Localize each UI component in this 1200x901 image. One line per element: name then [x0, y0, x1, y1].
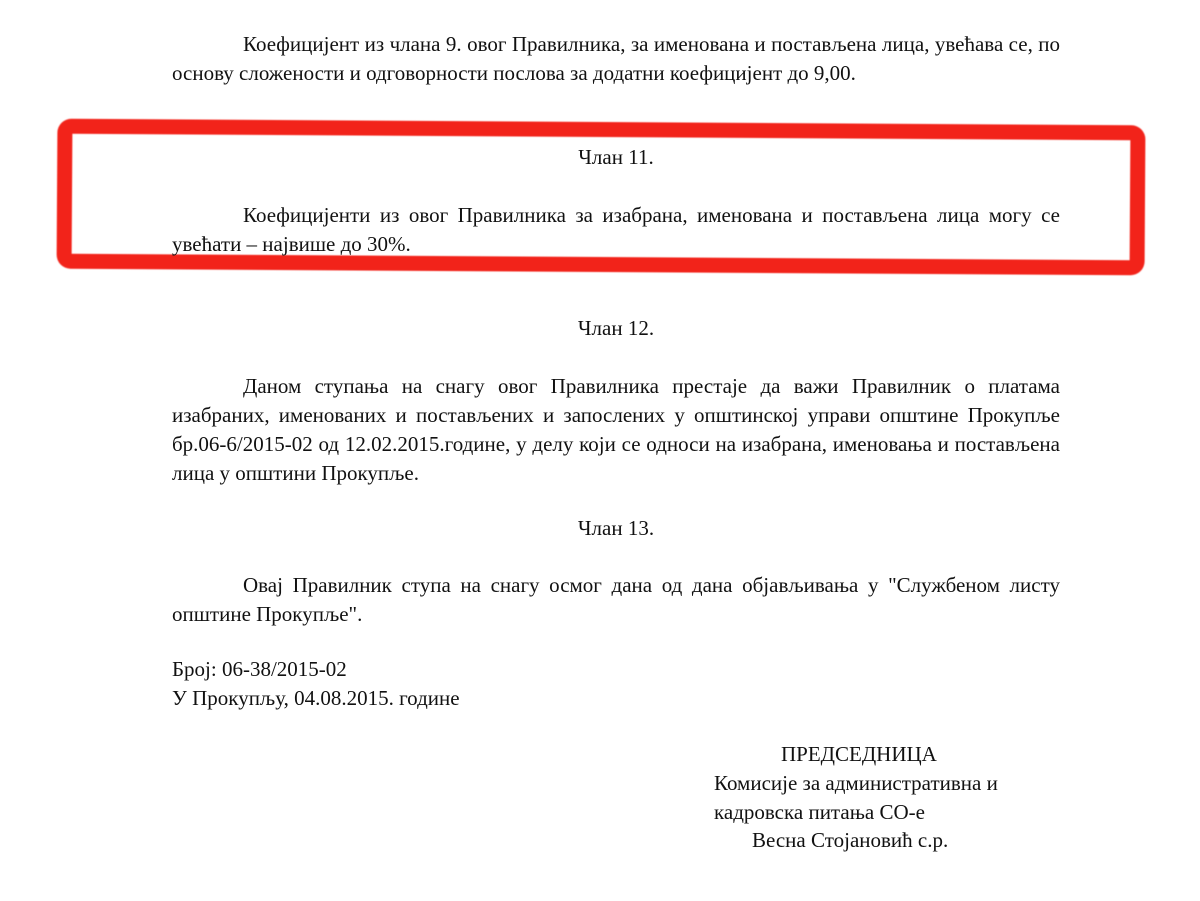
article-12-paragraph: Даном ступања на снагу овог Правилника престаје да важи Правилник о платама изабраних, именованих и постављених и запослених у општинској управи општине Прокупље бр.06-6/2015-02 од 12.02.2015.године, у делу који се односи на изабрана, именовања и постављена лица у општини Прокупље. — [172, 374, 1060, 485]
article-13-paragraph: Овај Правилник ступа на снагу осмог дана од дана објављивања у "Службеном листу општине Прокупље". — [172, 573, 1060, 626]
article-13-heading: Члан 13. — [577, 516, 655, 540]
signature-title: ПРЕДСЕДНИЦА — [781, 742, 937, 766]
signature-committee-line1: Комисије за административна и — [714, 771, 998, 795]
document-number: Број: 06-38/2015-02 — [172, 657, 347, 681]
article-12-heading: Члан 12. — [577, 316, 655, 340]
article-10-tail-paragraph: Коефицијент из члана 9. овог Правилника, за именована и постављена лица, увећава се, по основу сложености и одговорности послова за додатни коефицијент до 9,00. — [172, 32, 1060, 85]
article-11-paragraph: Коефицијенти из овог Правилника за изабрана, именована и постављена лица могу се увећати – највише до 30%. — [172, 203, 1060, 256]
signatory-name: Весна Стојановић с.р. — [752, 828, 949, 852]
article-11-heading: Члан 11. — [578, 145, 654, 169]
place-and-date: У Прокупљу, 04.08.2015. године — [172, 686, 460, 710]
signature-committee-line2: кадровска питања СО-е — [714, 800, 925, 824]
